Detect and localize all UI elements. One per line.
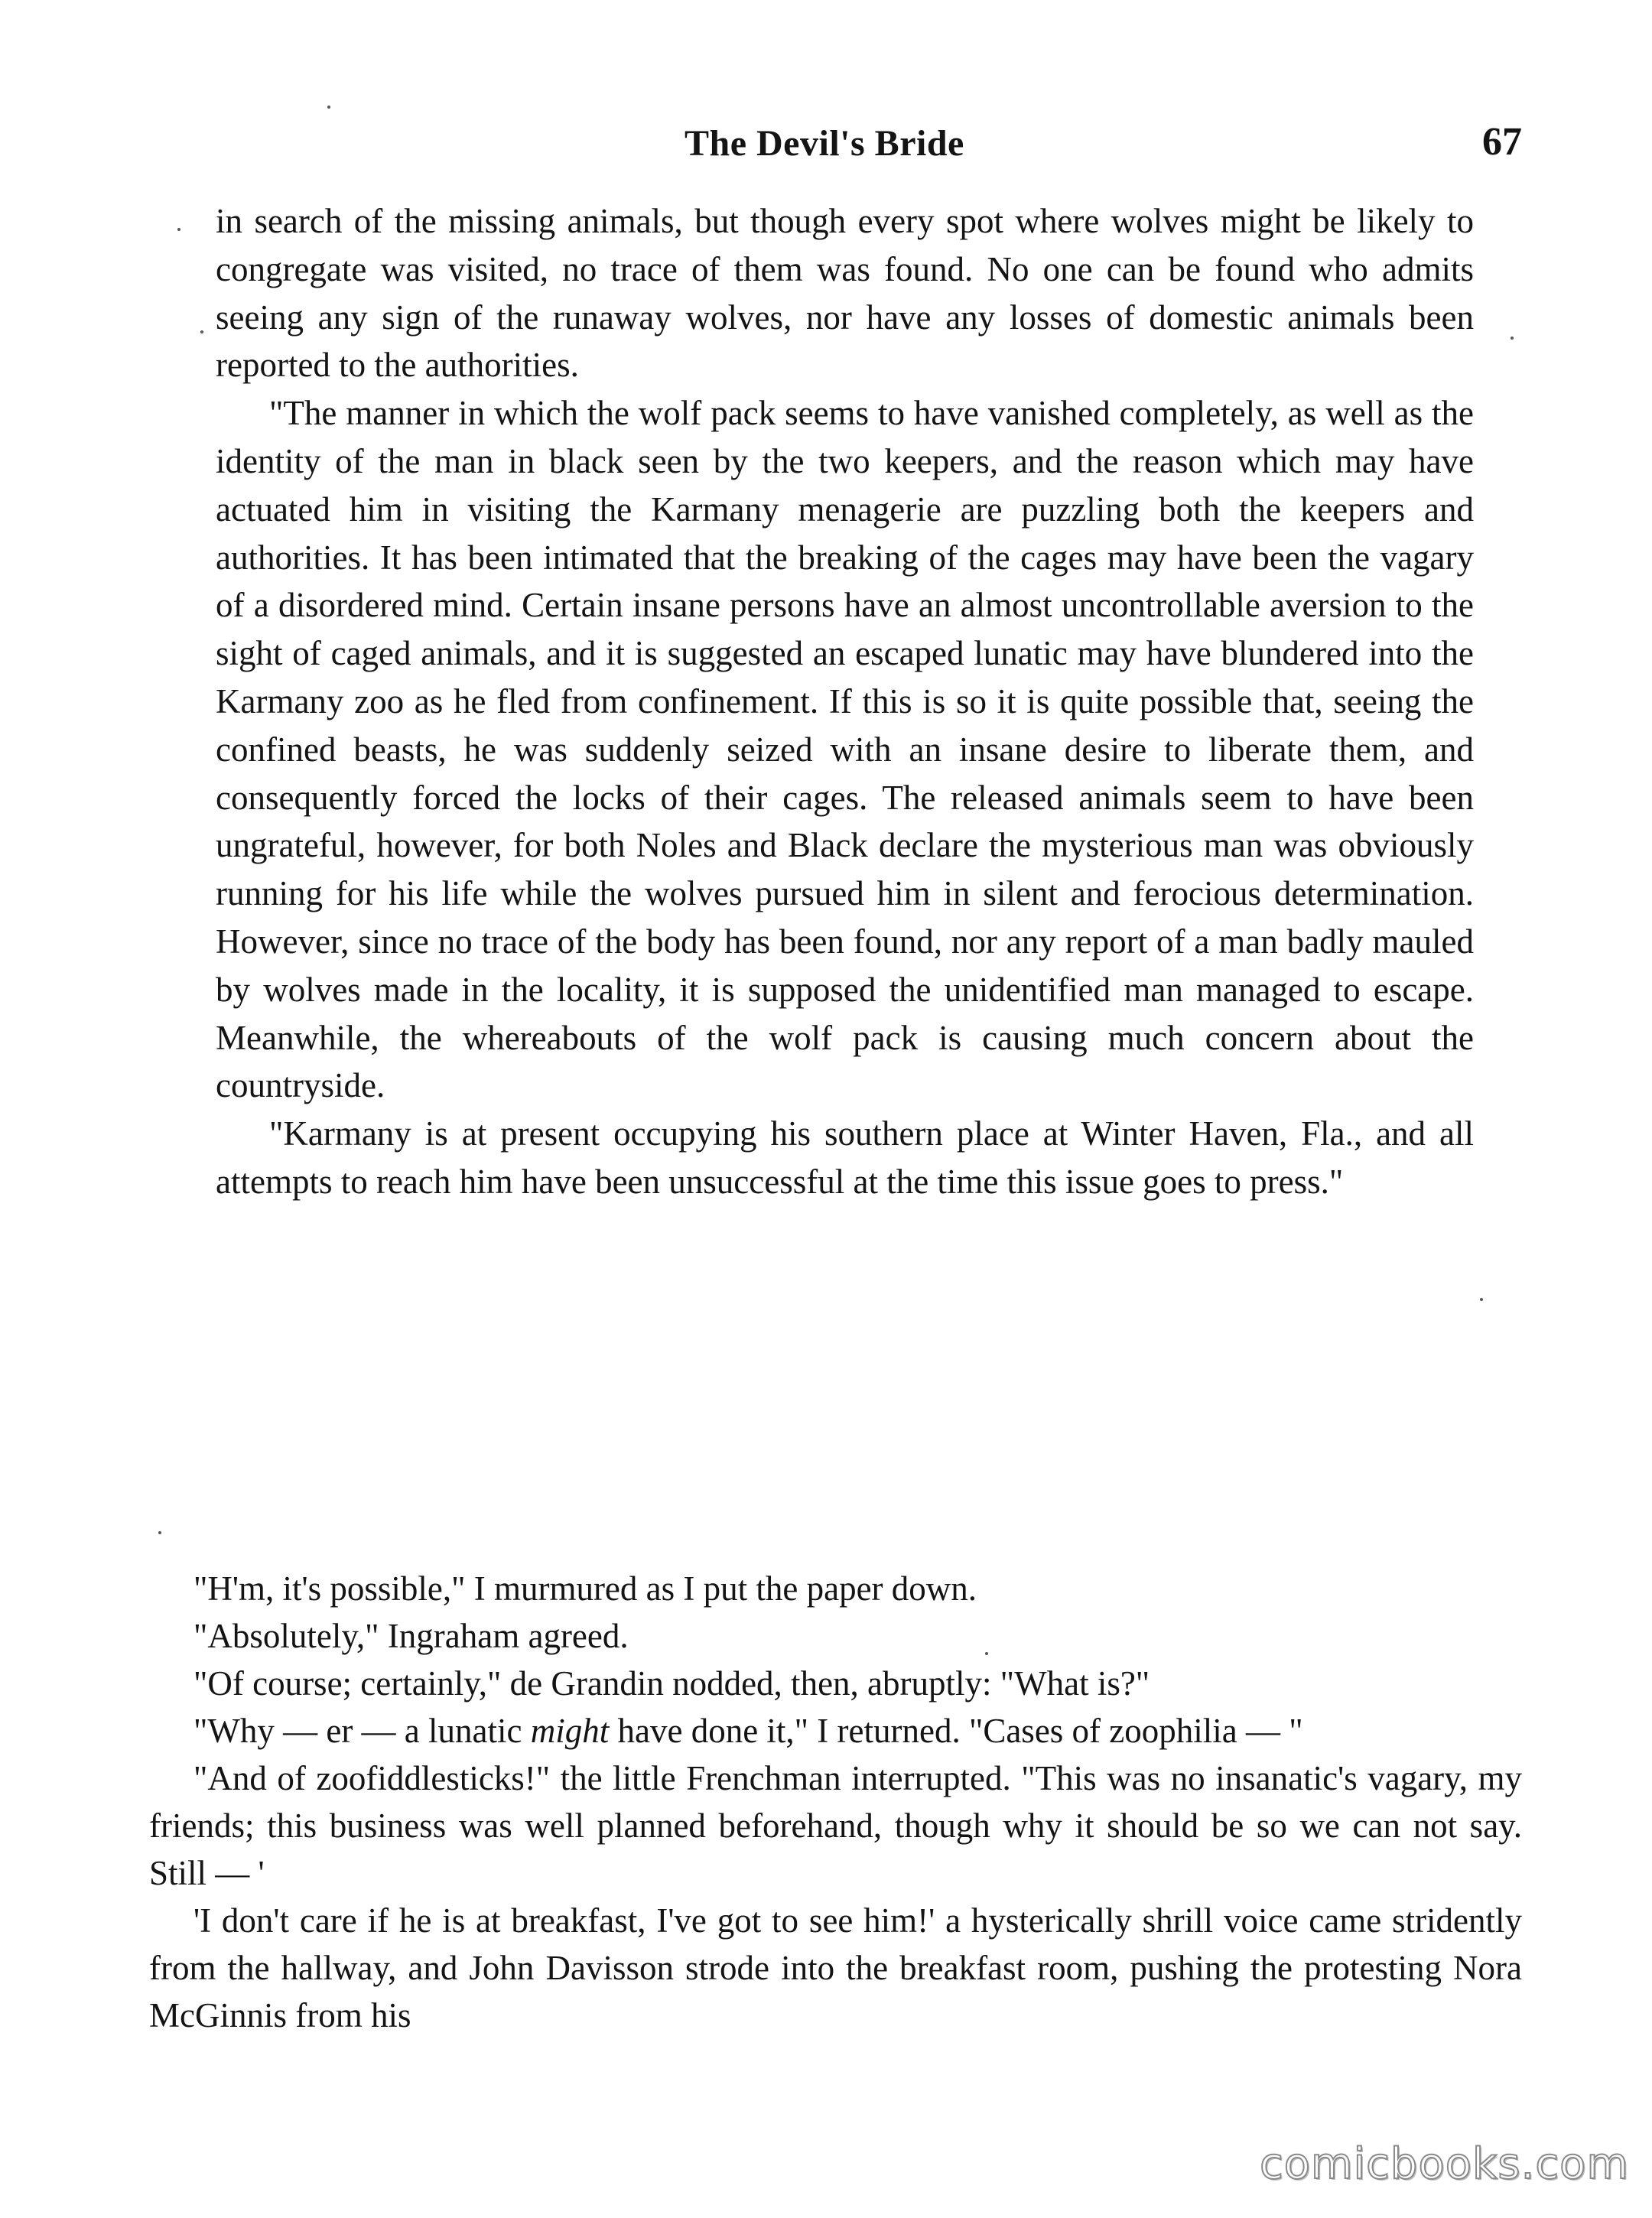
dialogue-paragraph: "And of zoofiddlesticks!" the little Frenchman interrupted. "This was no insanatic's vagary, my friends; this business was well planned beforehand, though why it should be so we can not say. Still — ' <box>149 1759 1522 1892</box>
text-run: "Why — er — a lunatic <box>193 1712 531 1750</box>
text-run: have done it," I returned. "Cases of zoophilia — " <box>609 1712 1303 1750</box>
print-speck <box>200 330 203 333</box>
watermark-logo: comicbooks.com <box>1259 2139 1629 2189</box>
dialogue-section <box>149 1565 1522 2039</box>
dialogue-paragraph <box>149 1707 1522 1755</box>
dialogue-paragraph: 'I don't care if he is at breakfast, I've got to see him!' a hysterically shrill voice came stridently from the hallway, and John Davisson strode into the breakfast room, pushing the protesting Nora McGinnis from his <box>149 1901 1522 2034</box>
quote-paragraph: "The manner in which the wolf pack seems to have vanished completely, as well as the identity of the man in black seen by the two keepers, and the reason which may have actuated him in visiting the Karmany menagerie are puzzling both the keepers and authorities. It has been intimated that the breaking of the cages may have been the vagary of a disordered mind. Certain insane persons have an almost uncontrollable aversion to the sight of caged animals, and it is suggested an escaped lunatic may have blundered into the Karmany zoo as he fled from confinement. If this is so it is quite possible that, seeing the confined beasts, he was suddenly seized with an insane desire to liberate them, and consequently forced the locks of their cages. The released animals seem to have been ungrateful, however, for both Noles and Black declare the mysterious man was obviously running for his life while the wolves pursued him in silent and ferocious determination. However, since no trace of the body has been found, nor any report of a man badly mauled by wolves made in the locality, it is supposed the unidentified man managed to escape. Meanwhile, the whereabouts of the wolf pack is causing much concern about the countryside. <box>216 394 1474 1105</box>
running-title: The Devil's Bride <box>685 123 964 164</box>
print-speck <box>327 106 330 109</box>
print-speck <box>177 228 180 231</box>
print-speck <box>158 1531 161 1534</box>
print-speck <box>1511 337 1514 340</box>
print-speck <box>985 1652 988 1655</box>
emphasis-text: might <box>530 1712 610 1750</box>
page-header <box>0 115 1652 176</box>
dialogue-paragraph: "Absolutely," Ingraham agreed. <box>193 1617 629 1655</box>
page-number: 67 <box>1482 120 1522 164</box>
print-speck <box>1480 1298 1483 1301</box>
dialogue-paragraph: "H'm, it's possible," I murmured as I put the paper down. <box>193 1569 977 1608</box>
dialogue-paragraph: "Of course; certainly," de Grandin nodded, then, abruptly: "What is?" <box>193 1664 1150 1703</box>
quote-paragraph: in search of the missing animals, but though every spot where wolves might be likely to congregate was visited, no trace of them was found. No one can be found who admits seeing any sign of the runaway wolves, nor have any losses of domestic animals been reported to the authorities. <box>216 202 1474 385</box>
quote-paragraph: "Karmany is at present occupying his southern place at Winter Haven, Fla., and all attempts to reach him have been unsuccessful at the time this issue goes to press." <box>216 1114 1474 1201</box>
newspaper-quote <box>216 197 1474 1206</box>
